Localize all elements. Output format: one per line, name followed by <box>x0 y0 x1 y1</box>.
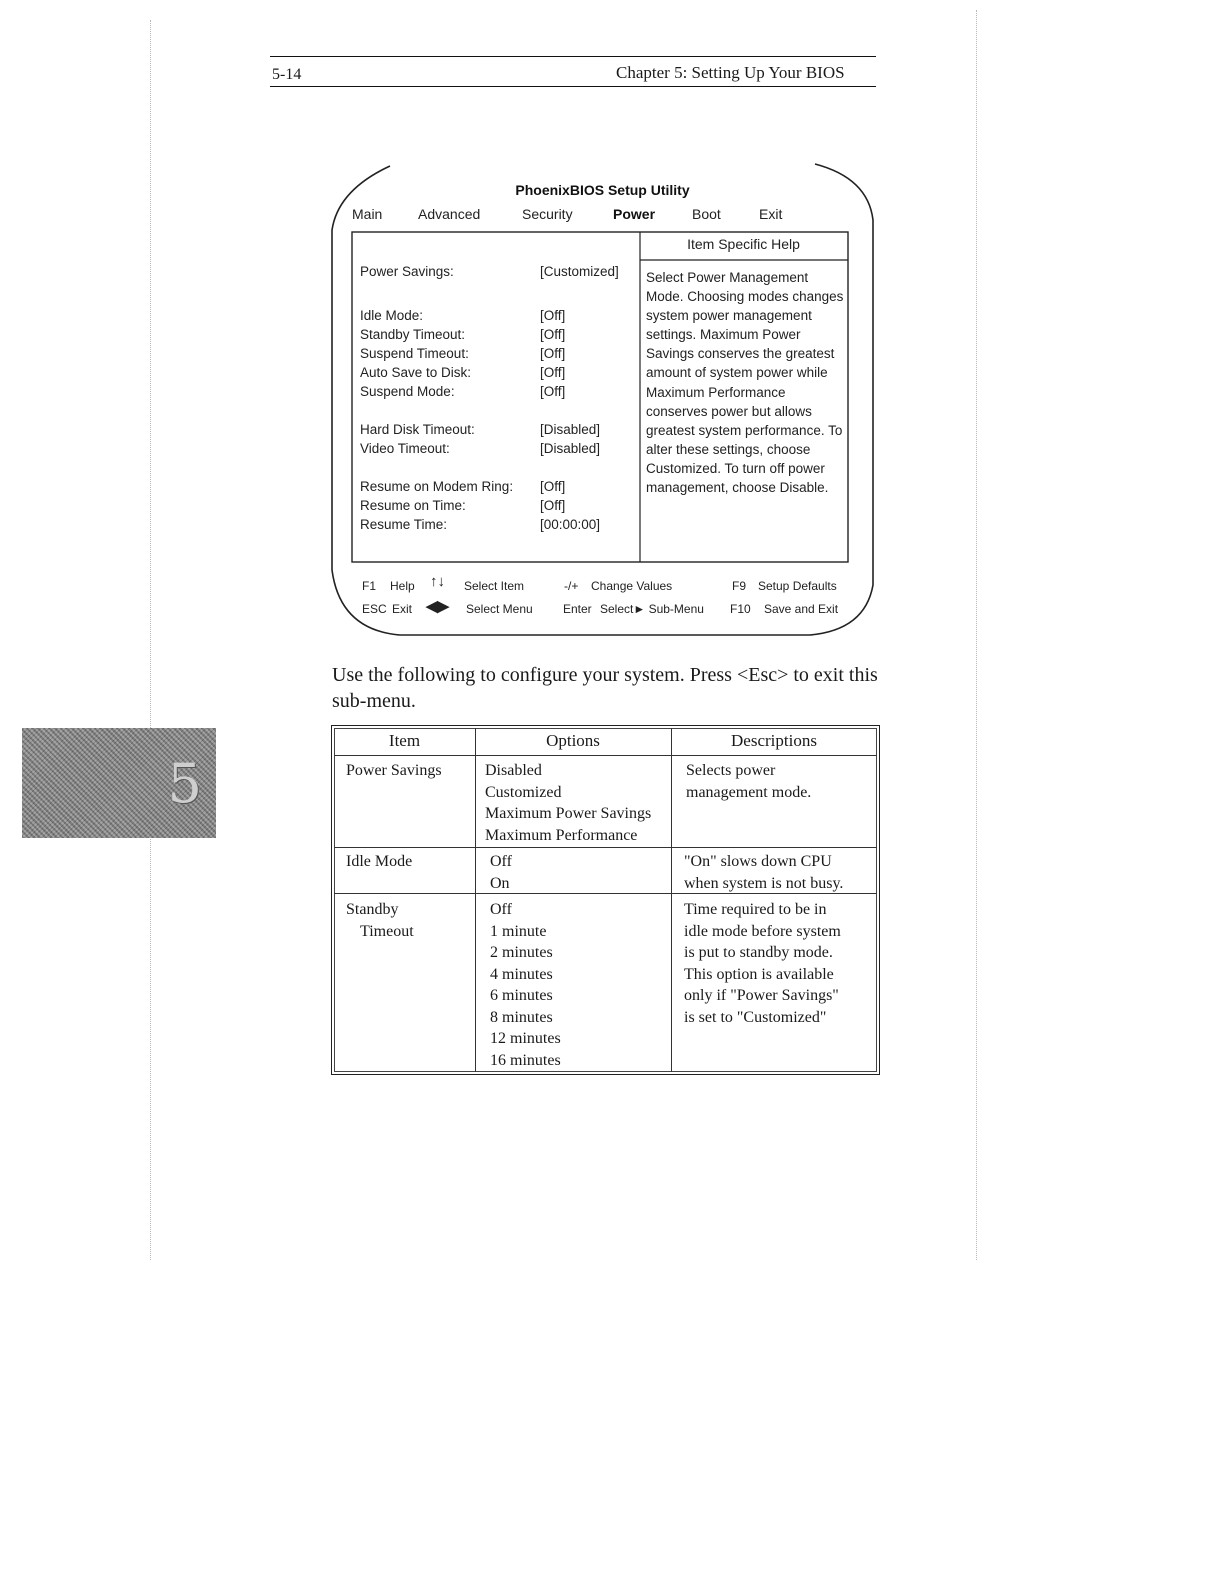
option-line: 12 minutes <box>490 1030 561 1047</box>
description-line: Selects power <box>686 762 776 779</box>
setting-value-suspend-mode[interactable]: [Off] <box>540 384 566 399</box>
setting-value-power-savings[interactable]: [Customized] <box>540 264 619 279</box>
option-line: 6 minutes <box>490 987 553 1004</box>
table-row-3-item <box>346 899 414 942</box>
key-minus-plus: -/+ <box>564 579 579 593</box>
page-number: 5-14 <box>272 66 302 83</box>
item-line: Timeout <box>360 922 414 940</box>
setting-label-suspend-timeout: Suspend Timeout: <box>360 346 469 361</box>
table-row-1-options <box>485 760 651 846</box>
up-down-arrows-icon: ↑↓ <box>430 573 445 590</box>
item-line: Idle Mode <box>346 853 413 870</box>
bios-menu-security[interactable]: Security <box>522 206 573 222</box>
table-row-1-description <box>686 760 811 803</box>
margin-dotted-line-left <box>150 20 151 1260</box>
option-line: 8 minutes <box>490 1008 553 1026</box>
description-line: management mode. <box>686 783 812 801</box>
table-row-3-options <box>490 899 561 1071</box>
setting-value-idle-mode[interactable]: [Off] <box>540 308 566 323</box>
setting-value-auto-save-to-disk[interactable]: [Off] <box>540 365 566 380</box>
left-right-arrows-icon: ◀▶ <box>426 598 450 615</box>
intro-paragraph: Use the following to configure your system. Press <Esc> to exit this sub-menu. <box>332 664 878 712</box>
table-row-1-item <box>346 760 442 782</box>
bios-title: PhoenixBIOS Setup Utility <box>515 182 690 198</box>
key-select-submenu-label: Select► Sub-Menu <box>600 602 704 616</box>
chapter-title: Chapter 5: Setting Up Your BIOS <box>616 63 845 82</box>
bios-menu-advanced[interactable]: Advanced <box>418 206 481 222</box>
setting-value-resume-on-time[interactable]: [Off] <box>540 498 566 513</box>
option-line: 4 minutes <box>490 965 553 983</box>
key-setup-defaults-label: Setup Defaults <box>758 579 837 593</box>
key-change-values-label: Change Values <box>591 579 673 593</box>
key-exit-label: Exit <box>392 602 413 616</box>
option-line: Disabled <box>485 762 542 779</box>
bios-menu-main[interactable]: Main <box>352 206 383 222</box>
description-line: is set to "Customized" <box>684 1008 827 1026</box>
item-line: Standby <box>346 901 399 918</box>
setting-label-resume-time: Resume Time: <box>360 517 448 532</box>
description-line: This option is available <box>684 965 834 983</box>
option-line: Off <box>490 901 512 918</box>
header-bottom-rule <box>270 86 876 87</box>
key-select-menu-label: Select Menu <box>466 602 533 616</box>
setting-value-resume-on-modem-ring[interactable]: [Off] <box>540 479 566 494</box>
bios-menu-boot[interactable]: Boot <box>692 206 721 222</box>
options-table <box>331 725 880 1075</box>
setting-label-hard-disk-timeout: Hard Disk Timeout: <box>360 422 475 437</box>
option-line: 16 minutes <box>490 1051 561 1069</box>
chapter-tab-number: 5 <box>167 752 202 815</box>
setting-label-idle-mode: Idle Mode: <box>360 308 424 323</box>
key-f10: F10 <box>730 602 751 616</box>
key-f9: F9 <box>732 579 747 593</box>
description-line: only if "Power Savings" <box>684 987 839 1004</box>
table-row-2-options <box>490 851 512 894</box>
description-line: is put to standby mode. <box>684 944 833 961</box>
setting-label-auto-save-to-disk: Auto Save to Disk: <box>360 365 472 380</box>
column-divider-1 <box>475 728 476 1072</box>
setting-label-standby-timeout: Standby Timeout: <box>360 327 466 342</box>
setting-value-hard-disk-timeout[interactable]: [Disabled] <box>540 422 601 437</box>
setting-label-video-timeout: Video Timeout: <box>360 441 450 456</box>
description-line: idle mode before system <box>684 922 841 940</box>
setting-label-suspend-mode: Suspend Mode: <box>360 384 455 399</box>
header-divider <box>334 755 877 756</box>
option-line: Customized <box>485 783 562 801</box>
table-header-descriptions: Descriptions <box>731 731 817 750</box>
margin-dotted-line-right <box>976 10 977 1260</box>
bios-menu-power[interactable]: Power <box>613 206 656 222</box>
description-line: Time required to be in <box>684 901 827 918</box>
option-line: On <box>490 874 510 892</box>
row-divider-1 <box>334 847 877 848</box>
setting-value-video-timeout[interactable]: [Disabled] <box>540 441 601 456</box>
chapter-tab <box>22 728 216 838</box>
description-line: when system is not busy. <box>684 874 844 892</box>
option-line: Maximum Performance <box>485 826 638 844</box>
key-help-label: Help <box>390 579 415 593</box>
setting-value-standby-timeout[interactable]: [Off] <box>540 327 566 342</box>
table-row-3-description <box>684 899 841 1028</box>
table-row-2-description <box>684 851 843 894</box>
help-panel-text: Select Power Management Mode. Choosing modes changes system power management settings. Maximum Power Savings conserves the greatest amount of system power while Maximum Performance conserves power but allows greatest system performance. To alter these settings, choose Customized. To turn off power management, choose Disable. <box>646 270 844 496</box>
column-divider-2 <box>671 728 672 1072</box>
setting-value-suspend-timeout[interactable]: [Off] <box>540 346 566 361</box>
bios-menu-exit[interactable]: Exit <box>759 206 783 222</box>
item-line: Power Savings <box>346 762 442 779</box>
setting-label-resume-on-time: Resume on Time: <box>360 498 466 513</box>
help-panel-title: Item Specific Help <box>687 236 800 252</box>
table-header-item: Item <box>388 731 421 750</box>
option-line: Maximum Power Savings <box>485 805 652 822</box>
option-line: 2 minutes <box>490 944 553 961</box>
header-top-rule <box>270 56 876 57</box>
key-esc: ESC <box>362 602 387 616</box>
setting-label-power-savings: Power Savings: <box>360 264 454 279</box>
table-header-options: Options <box>546 731 600 750</box>
setting-value-resume-time[interactable]: [00:00:00] <box>540 517 601 532</box>
description-line: "On" slows down CPU <box>684 853 832 870</box>
bios-screen <box>330 160 875 638</box>
key-enter: Enter <box>563 602 592 616</box>
key-select-item-label: Select Item <box>464 579 525 593</box>
option-line: 1 minute <box>490 922 547 940</box>
setting-label-resume-on-modem-ring: Resume on Modem Ring: <box>360 479 514 494</box>
option-line: Off <box>490 853 512 870</box>
key-f1: F1 <box>362 579 377 593</box>
table-row-2-item <box>346 851 412 873</box>
key-save-exit-label: Save and Exit <box>764 602 839 616</box>
